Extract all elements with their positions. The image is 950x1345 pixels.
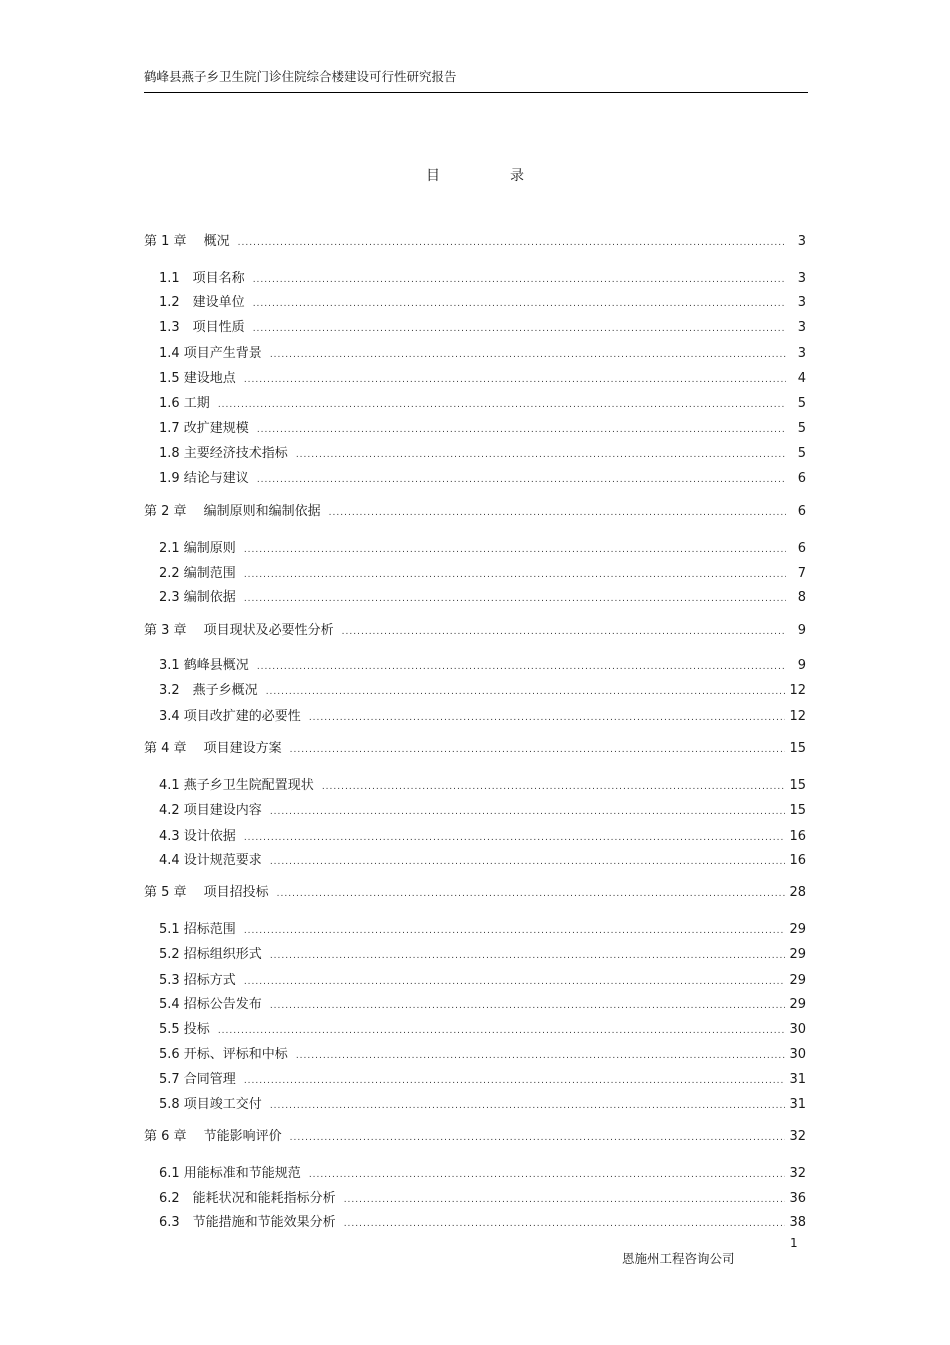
toc-section-entry[interactable]	[159, 1214, 806, 1232]
toc-entry-page: 16	[789, 829, 806, 844]
toc-section-entry[interactable]	[159, 345, 806, 363]
toc-entry-page: 15	[789, 803, 806, 818]
toc-section-entry[interactable]	[159, 657, 806, 675]
toc-entry-label: 1.3 项目性质	[159, 320, 245, 335]
toc-entry-page: 15	[789, 778, 806, 793]
toc-entry-page: 3	[797, 346, 806, 361]
toc-leader-dots	[218, 1022, 786, 1040]
toc-entry-page: 30	[789, 1047, 806, 1062]
toc-leader-dots	[244, 590, 786, 608]
toc-entry-label: 6.1 用能标准和节能规范	[159, 1166, 301, 1181]
toc-section-entry[interactable]	[159, 1071, 806, 1089]
toc-heading-left: 目	[426, 168, 440, 184]
toc-section-entry[interactable]	[159, 565, 806, 583]
toc-entry-label: 第 4 章 项目建设方案	[144, 741, 282, 756]
toc-entry-label: 5.1 招标范围	[159, 922, 236, 937]
toc-leader-dots	[218, 396, 786, 414]
toc-chapter-entry[interactable]	[144, 503, 806, 521]
toc-entry-label: 5.8 项目竣工交付	[159, 1097, 262, 1112]
toc-entry-label: 1.1 项目名称	[159, 271, 245, 286]
toc-entry-label: 4.3 设计依据	[159, 829, 236, 844]
toc-heading-right: 录	[510, 168, 524, 184]
toc-entry-label: 5.7 合同管理	[159, 1072, 236, 1087]
toc-chapter-entry[interactable]	[144, 884, 806, 902]
toc-chapter-entry[interactable]	[144, 1128, 806, 1146]
toc-entry-label: 第 1 章 概况	[144, 234, 230, 249]
toc-section-entry[interactable]	[159, 1046, 806, 1064]
toc-section-entry[interactable]	[159, 470, 806, 488]
toc-entry-label: 3.1 鹤峰县概况	[159, 658, 249, 673]
toc-entry-page: 38	[789, 1215, 806, 1230]
toc-entry-page: 5	[797, 396, 806, 411]
toc-entry-page: 3	[797, 271, 806, 286]
toc-entry-label: 1.7 改扩建规模	[159, 421, 249, 436]
toc-entry-label: 第 3 章 项目现状及必要性分析	[144, 623, 334, 638]
toc-leader-dots	[253, 271, 786, 289]
toc-leader-dots	[244, 973, 786, 991]
toc-entry-page: 12	[789, 683, 806, 698]
toc-section-entry[interactable]	[159, 395, 806, 413]
toc-leader-dots	[309, 709, 786, 727]
toc-leader-dots	[244, 922, 786, 940]
toc-entry-page: 32	[789, 1129, 806, 1144]
toc-entry-label: 5.4 招标公告发布	[159, 997, 262, 1012]
toc-entry-label: 1.5 建设地点	[159, 371, 236, 386]
toc-section-entry[interactable]	[159, 828, 806, 846]
toc-entry-page: 32	[789, 1166, 806, 1181]
toc-chapter-entry[interactable]	[144, 233, 806, 251]
toc-entry-label: 5.6 开标、评标和中标	[159, 1047, 288, 1062]
toc-entry-page: 6	[797, 504, 806, 519]
toc-entry-label: 2.3 编制依据	[159, 590, 236, 605]
page-number: 1	[790, 1236, 798, 1250]
toc-leader-dots	[342, 623, 786, 641]
toc-entry-label: 第 5 章 项目招投标	[144, 885, 269, 900]
toc-section-entry[interactable]	[159, 319, 806, 337]
toc-leader-dots	[244, 566, 786, 584]
toc-entry-page: 6	[797, 541, 806, 556]
footer-company: 恩施州工程咨询公司	[622, 1251, 735, 1266]
toc-entry-label: 5.3 招标方式	[159, 973, 236, 988]
toc-entry-page: 16	[789, 853, 806, 868]
toc-section-entry[interactable]	[159, 1021, 806, 1039]
toc-leader-dots	[270, 1097, 786, 1115]
toc-section-entry[interactable]	[159, 921, 806, 939]
toc-section-entry[interactable]	[159, 996, 806, 1014]
toc-entry-page: 29	[789, 922, 806, 937]
toc-section-entry[interactable]	[159, 852, 806, 870]
toc-section-entry[interactable]	[159, 802, 806, 820]
toc-leader-dots	[257, 658, 786, 676]
toc-entry-label: 5.5 投标	[159, 1022, 210, 1037]
toc-entry-label: 3.4 项目改扩建的必要性	[159, 709, 301, 724]
toc-entry-page: 4	[797, 371, 806, 386]
toc-entry-page: 3	[797, 234, 806, 249]
toc-leader-dots	[270, 346, 786, 364]
toc-section-entry[interactable]	[159, 708, 806, 726]
toc-section-entry[interactable]	[159, 946, 806, 964]
toc-leader-dots	[270, 947, 786, 965]
toc-entry-label: 2.1 编制原则	[159, 541, 236, 556]
toc-section-entry[interactable]	[159, 589, 806, 607]
toc-leader-dots	[257, 421, 786, 439]
toc-leader-dots	[322, 778, 786, 796]
toc-leader-dots	[244, 829, 786, 847]
toc-section-entry[interactable]	[159, 294, 806, 312]
toc-entry-page: 7	[797, 566, 806, 581]
toc-entry-label: 1.2 建设单位	[159, 295, 245, 310]
toc-leader-dots	[244, 371, 786, 389]
toc-chapter-entry[interactable]	[144, 740, 806, 758]
toc-leader-dots	[266, 683, 786, 701]
toc-leader-dots	[277, 885, 786, 903]
toc-entry-label: 第 6 章 节能影响评价	[144, 1129, 282, 1144]
toc-leader-dots	[253, 320, 786, 338]
toc-section-entry[interactable]	[159, 1096, 806, 1114]
toc-leader-dots	[329, 504, 786, 522]
toc-entry-page: 31	[789, 1097, 806, 1112]
toc-section-entry[interactable]	[159, 540, 806, 558]
toc-leader-dots	[238, 234, 786, 252]
toc-entry-label: 1.6 工期	[159, 396, 210, 411]
toc-section-entry[interactable]	[159, 420, 806, 438]
toc-entry-label: 5.2 招标组织形式	[159, 947, 262, 962]
toc-leader-dots	[290, 1129, 786, 1147]
toc-section-entry[interactable]	[159, 270, 806, 288]
report-title: 鹤峰县燕子乡卫生院门诊住院综合楼建设可行性研究报告	[144, 69, 457, 84]
toc-entry-label: 1.8 主要经济技术指标	[159, 446, 288, 461]
toc-entry-page: 3	[797, 295, 806, 310]
toc-entry-page: 5	[797, 446, 806, 461]
toc-entry-page: 9	[797, 623, 806, 638]
toc-entry-label: 1.4 项目产生背景	[159, 346, 262, 361]
toc-entry-label: 4.2 项目建设内容	[159, 803, 262, 818]
toc-entry-page: 28	[789, 885, 806, 900]
toc-entry-label: 4.1 燕子乡卫生院配置现状	[159, 778, 314, 793]
toc-entry-label: 第 2 章 编制原则和编制依据	[144, 504, 321, 519]
toc-entry-page: 29	[789, 973, 806, 988]
toc-leader-dots	[253, 295, 786, 313]
toc-section-entry[interactable]	[159, 1190, 806, 1208]
toc-section-entry[interactable]	[159, 972, 806, 990]
toc-entry-page: 8	[797, 590, 806, 605]
toc-entry-page: 36	[789, 1191, 806, 1206]
toc-leader-dots	[344, 1215, 786, 1233]
toc-section-entry[interactable]	[159, 370, 806, 388]
toc-entry-label: 1.9 结论与建议	[159, 471, 249, 486]
toc-leader-dots	[309, 1166, 786, 1184]
toc-section-entry[interactable]	[159, 682, 806, 700]
toc-entry-page: 5	[797, 421, 806, 436]
toc-entry-label: 6.2 能耗状况和能耗指标分析	[159, 1191, 336, 1206]
toc-leader-dots	[296, 446, 786, 464]
toc-leader-dots	[290, 741, 786, 759]
toc-entry-label: 2.2 编制范围	[159, 566, 236, 581]
toc-section-entry[interactable]	[159, 445, 806, 463]
toc-entry-page: 29	[789, 997, 806, 1012]
toc-leader-dots	[344, 1191, 786, 1209]
toc-leader-dots	[296, 1047, 786, 1065]
toc-leader-dots	[270, 853, 786, 871]
toc-section-entry[interactable]	[159, 777, 806, 795]
toc-leader-dots	[270, 997, 786, 1015]
toc-leader-dots	[270, 803, 786, 821]
toc-entry-page: 31	[789, 1072, 806, 1087]
toc-entry-page: 3	[797, 320, 806, 335]
toc-section-entry[interactable]	[159, 1165, 806, 1183]
toc-entry-page: 29	[789, 947, 806, 962]
toc-entry-page: 30	[789, 1022, 806, 1037]
toc-entry-page: 12	[789, 709, 806, 724]
toc-leader-dots	[257, 471, 786, 489]
toc-entry-page: 6	[797, 471, 806, 486]
toc-chapter-entry[interactable]	[144, 622, 806, 640]
toc-entry-label: 6.3 节能措施和节能效果分析	[159, 1215, 336, 1230]
toc-entry-page: 9	[797, 658, 806, 673]
toc-leader-dots	[244, 541, 786, 559]
toc-entry-page: 15	[789, 741, 806, 756]
toc-leader-dots	[244, 1072, 786, 1090]
toc-entry-label: 4.4 设计规范要求	[159, 853, 262, 868]
toc-entry-label: 3.2 燕子乡概况	[159, 683, 258, 698]
